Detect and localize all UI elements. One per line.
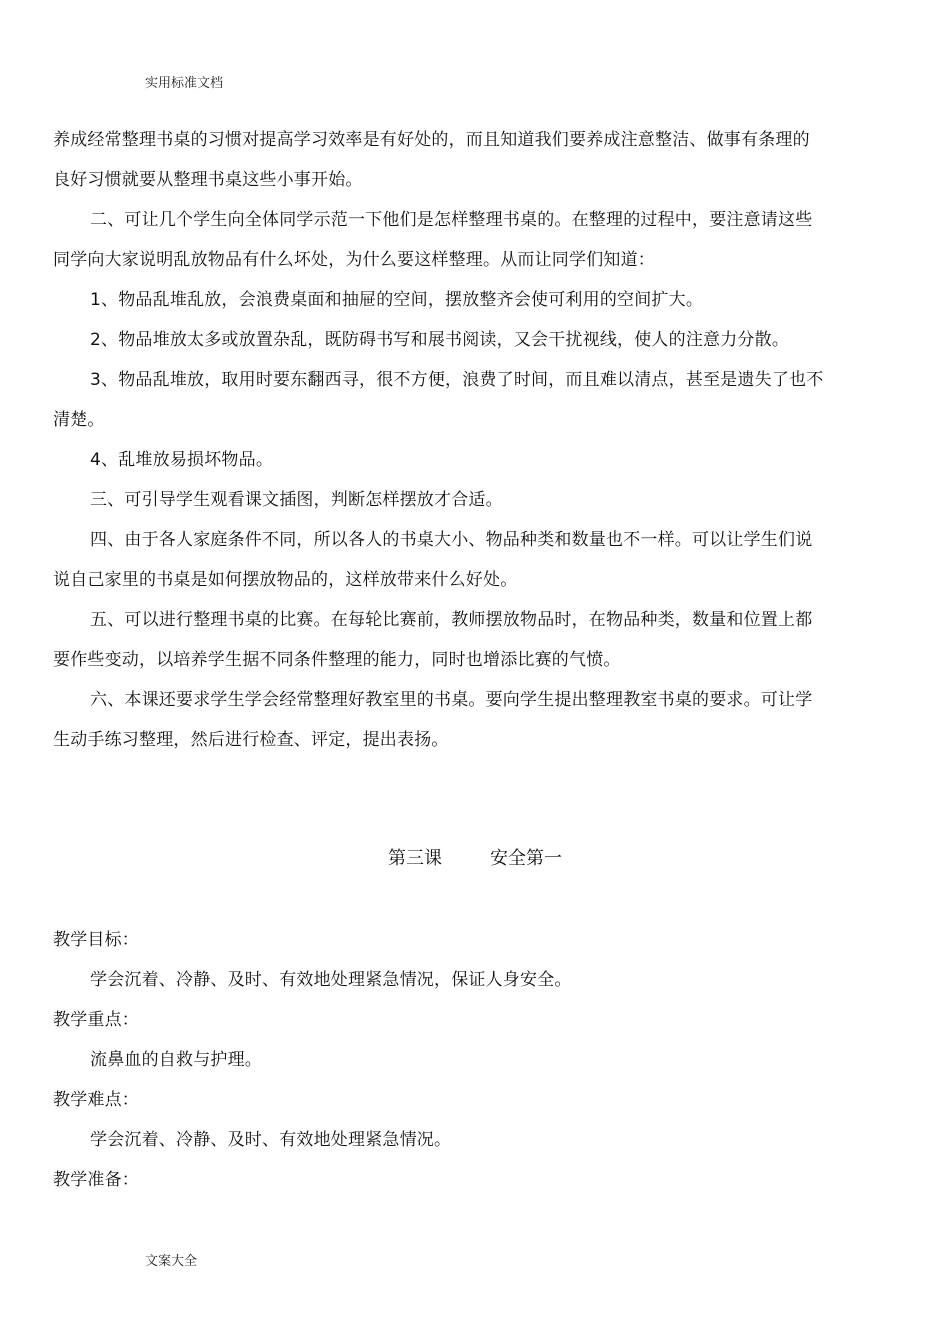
paragraph-line: 2、物品堆放太多或放置杂乱，既防碍书写和展书阅读，又会干扰视线，使人的注意力分散。 xyxy=(90,330,790,350)
paragraph-line: 二、可让几个学生向全体同学示范一下他们是怎样整理书桌的。在整理的过程中，要注意请这些 xyxy=(90,210,813,230)
paragraph-line: 4、乱堆放易损坏物品。 xyxy=(90,450,274,470)
goal-label: 教学目标： xyxy=(53,930,139,950)
lesson-title xyxy=(0,842,950,876)
paragraph-line: 六、本课还要求学生学会经常整理好教室里的书桌。要向学生提出整理教室书桌的要求。可让学 xyxy=(90,690,813,710)
paragraph-line: 要作些变动，以培养学生据不同条件整理的能力，同时也增添比赛的气愤。 xyxy=(53,650,621,670)
prep-label: 教学准备： xyxy=(53,1170,139,1190)
focus-text: 流鼻血的自救与护理。 xyxy=(90,1050,262,1070)
paragraph-line: 3、物品乱堆放，取用时要东翻西寻，很不方便，浪费了时间，而且难以清点，甚至是遗失了也不 xyxy=(90,370,824,390)
paragraph-line: 良好习惯就要从整理书桌这些小事开始。 xyxy=(53,170,363,190)
difficulty-label: 教学难点： xyxy=(53,1090,139,1110)
paragraph-line: 四、由于各人家庭条件不同，所以各人的书桌大小、物品种类和数量也不一样。可以让学生们说 xyxy=(90,530,813,550)
paragraph-line: 清楚。 xyxy=(53,410,105,430)
paragraph-line: 同学向大家说明乱放物品有什么坏处，为什么要这样整理。从而让同学们知道： xyxy=(53,250,655,270)
lesson-name: 安全第一 xyxy=(490,848,562,869)
paragraph-line: 1、物品乱堆乱放，会浪费桌面和抽屉的空间，摆放整齐会使可利用的空间扩大。 xyxy=(90,290,704,310)
paragraph-line: 养成经常整理书桌的习惯对提高学习效率是有好处的，而且知道我们要养成注意整洁、做事有条理的 xyxy=(53,130,810,150)
page-footer: 文案大全 xyxy=(145,1254,198,1269)
paragraph-line: 说自己家里的书桌是如何摆放物品的，这样放带来什么好处。 xyxy=(53,570,518,590)
difficulty-text: 学会沉着、冷静、及时、有效地处理紧急情况。 xyxy=(90,1130,452,1150)
paragraph-line: 五、可以进行整理书桌的比赛。在每轮比赛前，教师摆放物品时，在物品种类，数量和位置上都 xyxy=(90,610,813,630)
paragraph-line: 三、可引导学生观看课文插图，判断怎样摆放才合适。 xyxy=(90,490,503,510)
goal-text: 学会沉着、冷静、及时、有效地处理紧急情况，保证人身安全。 xyxy=(90,970,572,990)
page-header: 实用标准文档 xyxy=(145,76,224,91)
lesson-number: 第三课 xyxy=(388,848,442,869)
focus-label: 教学重点： xyxy=(53,1010,139,1030)
paragraph-line: 生动手练习整理，然后进行检查、评定，提出表扬。 xyxy=(53,730,449,750)
